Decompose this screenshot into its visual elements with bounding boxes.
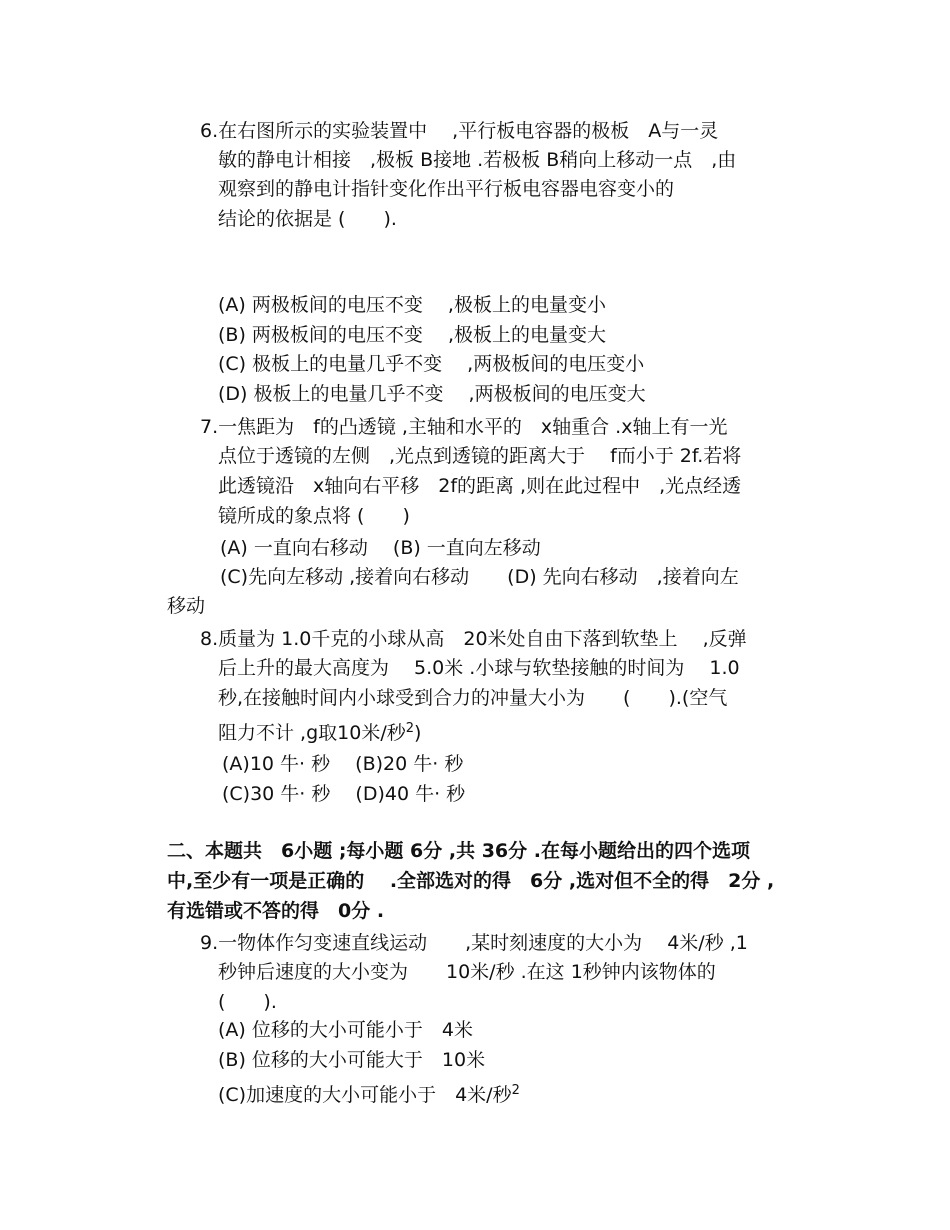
q9-line-2: 秒钟后速度的大小变为 10米/秒 .在这 1秒钟内该物体的 <box>218 961 716 983</box>
q7-line-3: 此透镜沿 x轴向右平移 2f的距离 ,则在此过程中 ,光点经透 <box>218 475 742 497</box>
q8-option-ab: (A)10 牛· 秒 (B)20 牛· 秒 <box>222 753 464 775</box>
q7-option-cd: (C)先向左移动 ,接着向右移动 (D) 先向右移动 ,接着向左 <box>220 566 739 588</box>
q9-option-b: (B) 位移的大小可能大于 10米 <box>218 1049 486 1071</box>
q9-option-c-text: (C)加速度的大小可能小于 4米/秒 <box>218 1084 512 1106</box>
section2-line-2: 中,至少有一项是正确的 .全部选对的得 6分 ,选对但不全的得 2分 , <box>167 870 775 892</box>
q9-line-3: ( ). <box>218 991 277 1013</box>
q8-line-1: 8.质量为 1.0千克的小球从高 20米处自由下落到软垫上 ,反弹 <box>200 628 747 650</box>
q6-line-4: 结论的依据是 ( ). <box>218 208 397 230</box>
q7-line-1: 7.一焦距为 f的凸透镜 ,主轴和水平的 x轴重合 .x轴上有一光 <box>200 416 728 438</box>
q7-option-ab: (A) 一直向右移动 (B) 一直向左移动 <box>220 537 541 559</box>
q6-line-1: 6.在右图所示的实验装置中 ,平行板电容器的极板 A与一灵 <box>200 120 719 142</box>
q7-line-4: 镜所成的象点将 ( ) <box>218 505 410 527</box>
q8-line-4 <box>218 722 421 743</box>
q9-option-c <box>218 1084 520 1105</box>
q6-line-3: 观察到的静电计指针变化作出平行板电容器电容变小的 <box>218 178 675 200</box>
q8-line-3: 秒,在接触时间内小球受到合力的冲量大小为 ( ).(空气 <box>218 687 728 709</box>
q9-line-1: 9.一物体作匀变速直线运动 ,某时刻速度的大小为 4米/秒 ,1 <box>200 932 748 954</box>
q6-option-c: (C) 极板上的电量几乎不变 ,两极板间的电压变小 <box>218 353 645 375</box>
q8-superscript: 2 <box>405 721 414 736</box>
q8-line-2: 后上升的最大高度为 5.0米 .小球与软垫接触的时间为 1.0 <box>218 657 740 679</box>
section2-line-3: 有选错或不答的得 0分 . <box>167 900 385 922</box>
q9-superscript: 2 <box>511 1083 520 1098</box>
q8-option-cd: (C)30 牛· 秒 (D)40 牛· 秒 <box>222 783 466 805</box>
q7-line-2: 点位于透镜的左侧 ,光点到透镜的距离大于 f而小于 2f.若将 <box>218 445 742 467</box>
q6-option-b: (B) 两极板间的电压不变 ,极板上的电量变大 <box>218 324 606 346</box>
q7-option-cd-cont: 移动 <box>167 595 206 617</box>
q6-option-d: (D) 极板上的电量几乎不变 ,两极板间的电压变大 <box>218 383 646 405</box>
q8-line-4-text: 阻力不计 ,g取10米/秒 <box>218 722 406 744</box>
q8-line-4-end: ) <box>414 722 422 744</box>
q6-line-2: 敏的静电计相接 ,极板 B接地 .若极板 B稍向上移动一点 ,由 <box>218 149 737 171</box>
q6-option-a: (A) 两极板间的电压不变 ,极板上的电量变小 <box>218 294 606 316</box>
section2-line-1: 二、本题共 6小题 ;每小题 6分 ,共 36分 .在每小题给出的四个选项 <box>167 840 750 862</box>
q9-option-a: (A) 位移的大小可能小于 4米 <box>218 1019 473 1041</box>
